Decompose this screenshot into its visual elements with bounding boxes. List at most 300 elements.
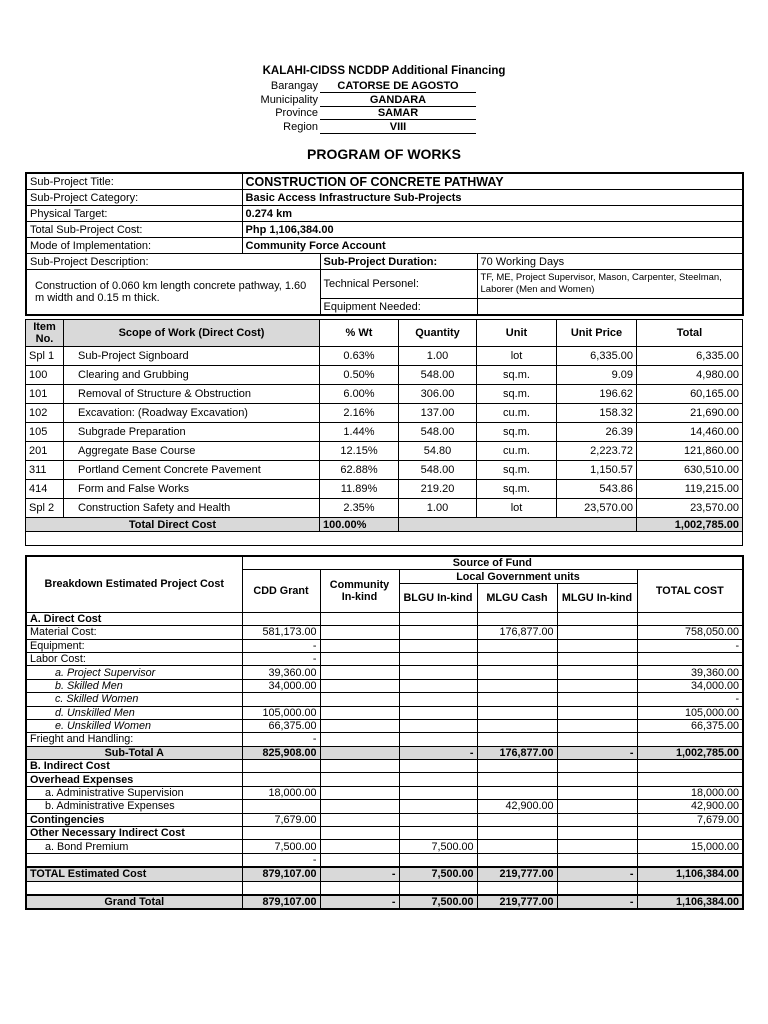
item-no: Spl 1 [26,347,64,366]
breakdown-amount [242,881,320,895]
breakdown-amount [477,827,557,840]
breakdown-amount [477,666,557,679]
quantity: 1.00 [399,499,477,518]
breakdown-amount [399,639,477,652]
weight: 11.89% [320,480,399,499]
scope-item-row [26,347,743,366]
breakdown-amount: 15,000.00 [637,840,743,853]
total: 21,690.00 [637,404,743,423]
breakdown-amount [320,881,399,895]
breakdown-amount [242,800,320,813]
breakdown-amount [477,693,557,706]
header-field-barangay [0,80,768,94]
field-label: Municipality [260,93,318,106]
blank [26,532,743,546]
weight: 1.44% [320,423,399,442]
breakdown-amount [320,719,399,732]
breakdown-label: a. Bond Premium [26,840,242,853]
breakdown-amount: 879,107.00 [242,895,320,909]
breakdown-amount [477,652,557,665]
breakdown-amount: 7,500.00 [399,840,477,853]
total: 60,165.00 [637,385,743,404]
quantity: 137.00 [399,404,477,423]
info-row [26,173,743,190]
breakdown-amount [557,773,637,786]
breakdown-amount [399,773,477,786]
col-cdd-grant: CDD Grant [242,570,320,612]
breakdown-label: Overhead Expenses [26,773,242,786]
info-value: Community Force Account [242,238,743,254]
breakdown-label: Labor Cost: [26,652,242,665]
breakdown-label: B. Indirect Cost [26,760,242,773]
breakdown-amount [399,760,477,773]
field-value: GANDARA [320,94,476,107]
item-no: 201 [26,442,64,461]
breakdown-label [26,853,242,867]
breakdown-amount [242,693,320,706]
breakdown-amount [557,786,637,799]
spacer-row [26,532,743,546]
field-label: Province [275,107,318,120]
breakdown-amount [242,773,320,786]
field-value: CATORSE DE AGOSTO [320,80,476,93]
quantity: 1.00 [399,347,477,366]
col-header: Unit Price [557,320,637,347]
breakdown-amount [320,760,399,773]
breakdown-label: Sub-Total A [26,746,242,759]
unit: cu.m. [477,404,557,423]
scope-item-row [26,385,743,404]
breakdown-amount [320,639,399,652]
breakdown-row [26,786,743,799]
breakdown-amount [557,626,637,639]
breakdown-amount: 105,000.00 [637,706,743,719]
breakdown-amount [477,840,557,853]
breakdown-row [26,746,743,759]
total-direct-cost: 1,002,785.00 [637,518,743,532]
technical-personnel-label: Technical Personel: [320,270,477,299]
breakdown-amount [637,612,743,625]
scope-of-work: Portland Cement Concrete Pavement [64,461,320,480]
unit: sq.m. [477,366,557,385]
scope-header-row [26,320,743,347]
scope-item-row [26,461,743,480]
col-header: Quantity [399,320,477,347]
total: 23,570.00 [637,499,743,518]
breakdown-amount [320,786,399,799]
breakdown-amount [399,706,477,719]
breakdown-row [26,652,743,665]
unit-price: 6,335.00 [557,347,637,366]
breakdown-amount [320,827,399,840]
info-row [26,254,743,270]
breakdown-amount: - [557,746,637,759]
breakdown-amount: - [320,895,399,909]
breakdown-amount: - [399,746,477,759]
breakdown-amount [399,853,477,867]
breakdown-amount [399,666,477,679]
breakdown-amount: - [557,867,637,881]
breakdown-amount [477,719,557,732]
breakdown-amount [399,652,477,665]
weight: 0.63% [320,347,399,366]
scope-item-row [26,499,743,518]
unit: sq.m. [477,461,557,480]
info-row [26,222,743,238]
breakdown-amount: 18,000.00 [637,786,743,799]
breakdown-label: A. Direct Cost [26,612,242,625]
breakdown-amount: 176,877.00 [477,746,557,759]
breakdown-amount: 879,107.00 [242,867,320,881]
breakdown-amount: 7,500.00 [242,840,320,853]
col-header: Unit [477,320,557,347]
program-header-title: KALAHI-CIDSS NCDDP Additional Financing [262,65,506,77]
lgu-header: Local Government units [399,570,637,583]
col-mlgu-inkind: MLGU In-kind [557,583,637,612]
breakdown-row [26,719,743,732]
breakdown-amount [637,733,743,746]
project-info-table [25,172,744,316]
breakdown-label: b. Skilled Men [26,679,242,692]
field-value: SAMAR [320,107,476,120]
unit-price: 26.39 [557,423,637,442]
breakdown-row [26,760,743,773]
info-value: CONSTRUCTION OF CONCRETE PATHWAY [242,173,743,190]
breakdown-label: TOTAL Estimated Cost [26,867,242,881]
total: 630,510.00 [637,461,743,480]
breakdown-amount: - [637,693,743,706]
breakdown-amount [399,827,477,840]
breakdown-amount [557,881,637,895]
breakdown-amount [557,853,637,867]
breakdown-amount [557,760,637,773]
unit-price: 196.62 [557,385,637,404]
unit-price: 543.86 [557,480,637,499]
breakdown-amount: - [242,639,320,652]
breakdown-label: Grand Total [26,895,242,909]
blank [399,518,637,532]
breakdown-amount [399,612,477,625]
weight: 62.88% [320,461,399,480]
breakdown-amount [477,706,557,719]
breakdown-amount: 176,877.00 [477,626,557,639]
breakdown-amount: 7,679.00 [637,813,743,826]
col-item-no: Item No. [26,320,64,347]
col-header: Total [637,320,743,347]
breakdown-label: b. Administrative Expenses [26,800,242,813]
scope-of-work: Construction Safety and Health [64,499,320,518]
breakdown-amount: 581,173.00 [242,626,320,639]
quantity: 548.00 [399,461,477,480]
breakdown-amount: 758,050.00 [637,626,743,639]
breakdown-amount: 39,360.00 [242,666,320,679]
breakdown-row [26,853,743,867]
breakdown-amount [637,853,743,867]
total: 121,860.00 [637,442,743,461]
breakdown-label [26,881,242,895]
breakdown-amount: 1,106,384.00 [637,867,743,881]
weight: 12.15% [320,442,399,461]
breakdown-amount [477,853,557,867]
breakdown-amount: - [557,895,637,909]
breakdown-amount: 18,000.00 [242,786,320,799]
breakdown-label: a. Administrative Supervision [26,786,242,799]
breakdown-amount [477,786,557,799]
breakdown-amount: 34,000.00 [637,679,743,692]
weight: 6.00% [320,385,399,404]
header-field-municipality [0,94,768,108]
info-row [26,206,743,222]
breakdown-label: Material Cost: [26,626,242,639]
scope-of-work-table [25,319,743,546]
breakdown-amount: 7,500.00 [399,867,477,881]
breakdown-row [26,895,743,909]
header-field-province [0,107,768,121]
total: 14,460.00 [637,423,743,442]
breakdown-amount [557,840,637,853]
breakdown-amount [320,800,399,813]
description-value: Construction of 0.060 km length concrete pathway, 1.60 m width and 0.15 m thick. [26,270,320,316]
breakdown-amount [320,773,399,786]
breakdown-amount: - [242,652,320,665]
item-no: 105 [26,423,64,442]
breakdown-row [26,733,743,746]
unit: lot [477,499,557,518]
unit-price: 2,223.72 [557,442,637,461]
quantity: 54.80 [399,442,477,461]
unit: cu.m. [477,442,557,461]
breakdown-amount [242,827,320,840]
quantity: 219.20 [399,480,477,499]
breakdown-row [26,612,743,625]
breakdown-amount: 1,106,384.00 [637,895,743,909]
scope-of-work: Aggregate Base Course [64,442,320,461]
breakdown-amount: 39,360.00 [637,666,743,679]
duration-value: 70 Working Days [477,254,743,270]
total: 6,335.00 [637,347,743,366]
total-weight: 100.00% [320,518,399,532]
unit-price: 23,570.00 [557,499,637,518]
breakdown-row [26,813,743,826]
breakdown-amount [399,813,477,826]
breakdown-row [26,679,743,692]
equipment-label: Equipment Needed: [320,299,477,316]
info-label: Physical Target: [26,206,242,222]
breakdown-amount [320,706,399,719]
breakdown-amount [557,800,637,813]
quantity: 548.00 [399,366,477,385]
scope-of-work: Subgrade Preparation [64,423,320,442]
item-no: 311 [26,461,64,480]
breakdown-label: Other Necessary Indirect Cost [26,827,242,840]
breakdown-amount [320,626,399,639]
breakdown-amount [477,733,557,746]
breakdown-amount [399,679,477,692]
scope-of-work: Clearing and Grubbing [64,366,320,385]
description-label: Sub-Project Description: [26,254,320,270]
breakdown-amount [557,679,637,692]
item-no: Spl 2 [26,499,64,518]
breakdown-amount [557,813,637,826]
breakdown-amount: 105,000.00 [242,706,320,719]
info-label: Sub-Project Category: [26,190,242,206]
breakdown-amount: 42,900.00 [637,800,743,813]
breakdown-amount [399,626,477,639]
breakdown-amount [637,652,743,665]
info-row [26,238,743,254]
item-no: 414 [26,480,64,499]
col-scope: Scope of Work (Direct Cost) [64,320,320,347]
breakdown-amount [320,733,399,746]
scope-item-row [26,442,743,461]
scope-item-row [26,423,743,442]
breakdown-amount [477,881,557,895]
breakdown-amount [557,652,637,665]
breakdown-amount [320,693,399,706]
breakdown-amount: 825,908.00 [242,746,320,759]
scope-of-work: Form and False Works [64,480,320,499]
breakdown-amount [242,760,320,773]
breakdown-amount [320,840,399,853]
info-value: 0.274 km [242,206,743,222]
breakdown-amount [399,693,477,706]
col-blgu-inkind: BLGU In-kind [399,583,477,612]
info-row [26,190,743,206]
field-value: VIII [320,121,476,134]
breakdown-amount: 66,375.00 [242,719,320,732]
breakdown-amount [637,773,743,786]
breakdown-amount: 219,777.00 [477,895,557,909]
weight: 0.50% [320,366,399,385]
total-direct-cost-label: Total Direct Cost [26,518,320,532]
breakdown-title: Breakdown Estimated Project Cost [26,556,242,612]
breakdown-amount: - [320,867,399,881]
breakdown-amount [320,679,399,692]
breakdown-row [26,626,743,639]
breakdown-label: d. Unskilled Men [26,706,242,719]
equipment-value [477,299,743,316]
breakdown-row [26,706,743,719]
field-label: Region [283,121,318,134]
col-mlgu-cash: MLGU Cash [477,583,557,612]
col-total-cost: TOTAL COST [637,570,743,612]
source-of-fund-header: Source of Fund [242,556,743,570]
header-field-region [0,121,768,135]
total-direct-cost-row [26,518,743,532]
breakdown-amount [477,639,557,652]
breakdown-amount [477,612,557,625]
item-no: 100 [26,366,64,385]
breakdown-amount [320,666,399,679]
breakdown-amount [399,800,477,813]
scope-item-row [26,480,743,499]
total: 4,980.00 [637,366,743,385]
breakdown-row [26,666,743,679]
breakdown-label: a. Project Supervisor [26,666,242,679]
breakdown-amount [477,773,557,786]
unit: sq.m. [477,480,557,499]
quantity: 306.00 [399,385,477,404]
breakdown-amount [477,679,557,692]
breakdown-amount [557,719,637,732]
breakdown-amount: 219,777.00 [477,867,557,881]
breakdown-row [26,827,743,840]
col-header: % Wt [320,320,399,347]
unit: sq.m. [477,385,557,404]
breakdown-amount [320,813,399,826]
weight: 2.35% [320,499,399,518]
breakdown-row [26,773,743,786]
breakdown-amount [320,853,399,867]
quantity: 548.00 [399,423,477,442]
breakdown-amount [557,706,637,719]
item-no: 102 [26,404,64,423]
breakdown-amount: - [637,639,743,652]
breakdown-row [26,639,743,652]
item-no: 101 [26,385,64,404]
breakdown-amount: 7,679.00 [242,813,320,826]
breakdown-amount [557,827,637,840]
breakdown-amount: 66,375.00 [637,719,743,732]
unit-price: 9.09 [557,366,637,385]
breakdown-row [26,840,743,853]
field-label: Barangay [270,80,318,92]
breakdown-label: c. Skilled Women [26,693,242,706]
breakdown-header-row [26,556,743,570]
scope-of-work: Excavation: (Roadway Excavation) [64,404,320,423]
breakdown-amount: - [242,853,320,867]
scope-of-work: Removal of Structure & Obstruction [64,385,320,404]
document-title: PROGRAM OF WORKS [307,146,461,162]
breakdown-amount [399,733,477,746]
breakdown-amount [399,786,477,799]
breakdown-amount: - [242,733,320,746]
breakdown-amount [637,760,743,773]
breakdown-amount [557,639,637,652]
breakdown-amount [637,827,743,840]
col-community-inkind: Community In-kind [320,570,399,612]
scope-item-row [26,366,743,385]
breakdown-amount: 34,000.00 [242,679,320,692]
cost-breakdown-table [25,555,744,910]
duration-label: Sub-Project Duration: [320,254,477,270]
breakdown-label: Contingencies [26,813,242,826]
breakdown-row [26,800,743,813]
breakdown-amount [477,813,557,826]
unit: sq.m. [477,423,557,442]
breakdown-amount [320,612,399,625]
breakdown-label: e. Unskilled Women [26,719,242,732]
breakdown-amount [320,652,399,665]
breakdown-amount [557,666,637,679]
scope-of-work: Sub-Project Signboard [64,347,320,366]
scope-item-row [26,404,743,423]
info-label: Mode of Implementation: [26,238,242,254]
breakdown-amount: 42,900.00 [477,800,557,813]
breakdown-row [26,693,743,706]
breakdown-amount [320,746,399,759]
breakdown-row [26,881,743,895]
breakdown-amount [242,612,320,625]
info-label: Sub-Project Title: [26,173,242,190]
breakdown-amount [399,881,477,895]
unit-price: 1,150.57 [557,461,637,480]
breakdown-amount [557,733,637,746]
unit-price: 158.32 [557,404,637,423]
info-value: Basic Access Infrastructure Sub-Projects [242,190,743,206]
info-row [26,270,743,299]
breakdown-amount [637,881,743,895]
